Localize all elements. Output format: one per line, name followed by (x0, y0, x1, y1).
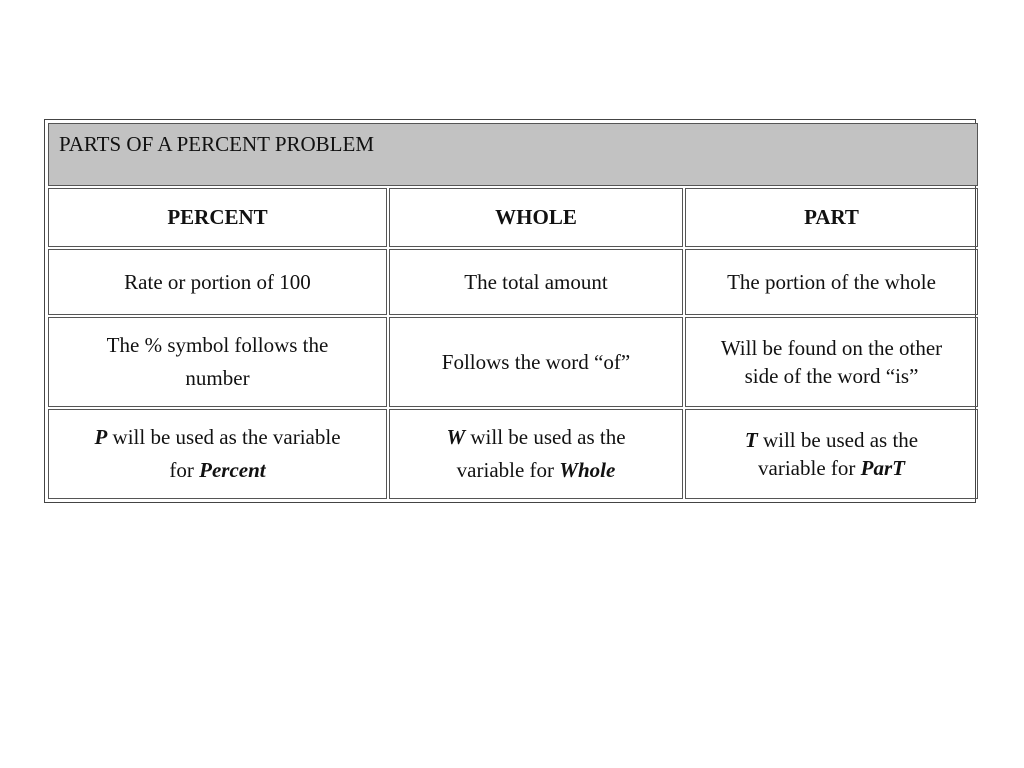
variable-percent-line-2 (57, 454, 378, 487)
variable-part-letter: T (744, 427, 758, 452)
variable-whole-name: Whole (559, 458, 616, 482)
variable-percent (48, 409, 387, 499)
variable-percent-text-2: for (169, 458, 200, 482)
clue-row (48, 317, 978, 407)
variable-part-line-1 (694, 426, 969, 454)
header-whole: WHOLE (389, 188, 683, 247)
definition-whole: The total amount (389, 249, 683, 315)
variable-part-text-1: will be used as the (757, 427, 919, 452)
header-percent: PERCENT (48, 188, 387, 247)
variable-whole-text-1: will be used as the (465, 425, 626, 450)
clue-percent-line-2: number (185, 366, 250, 390)
clue-percent-line-1: The % symbol follows the (106, 333, 329, 358)
header-row (48, 188, 978, 247)
variable-percent-line-1 (57, 421, 378, 454)
variable-whole-letter: W (446, 425, 466, 450)
variable-row (48, 409, 978, 499)
definition-part: The portion of the whole (685, 249, 978, 315)
header-part: PART (685, 188, 978, 247)
definition-percent: Rate or portion of 100 (48, 249, 387, 315)
variable-whole-text-2: variable for (456, 458, 560, 482)
variable-whole-line-2 (398, 454, 674, 487)
variable-percent-name: Percent (199, 458, 266, 482)
percent-problem-table (44, 119, 976, 503)
variable-percent-letter: P (94, 425, 108, 450)
clue-whole: Follows the word “of” (389, 317, 683, 407)
clue-part-line-2: side of the word “is” (744, 364, 919, 388)
title-row (48, 123, 978, 186)
clue-part (685, 317, 978, 407)
variable-part-text-2: variable for (758, 456, 861, 480)
variable-whole-line-1 (398, 421, 674, 454)
variable-part-name: ParT (860, 456, 905, 480)
definition-row (48, 249, 978, 315)
clue-percent (48, 317, 387, 407)
variable-part-line-2 (694, 454, 969, 482)
clue-part-line-1: Will be found on the other (720, 335, 943, 360)
variable-percent-text-1: will be used as the variable (107, 425, 341, 450)
variable-part (685, 409, 978, 499)
variable-whole (389, 409, 683, 499)
percent-table-grid (46, 121, 980, 501)
table-title: PARTS OF A PERCENT PROBLEM (48, 123, 978, 186)
